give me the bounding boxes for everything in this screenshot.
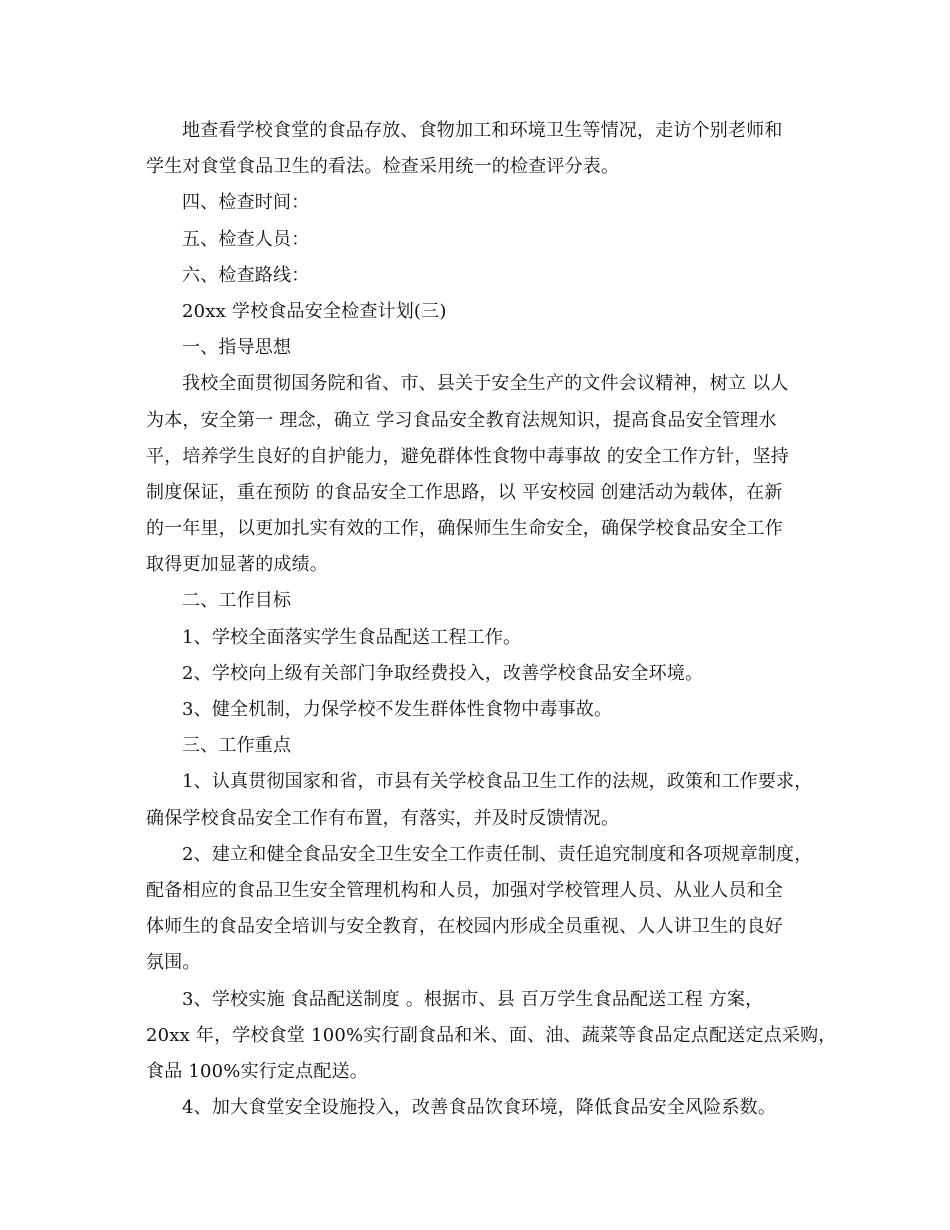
text-line: 4、加大食堂安全设施投入，改善食品饮食环境，降低食品安全风险系数。 [182, 1097, 777, 1119]
text-line: 的一年里，以更加扎实有效的工作，确保师生生命安全，确保学校食品安全工作 [146, 518, 783, 540]
text-line: 配备相应的食品卫生安全管理机构和人员，加强对学校管理人员、从业人员和全 [146, 879, 783, 901]
text-line: 2、建立和健全食品安全卫生安全工作责任制、责任追究制度和各项规章制度， [182, 843, 813, 865]
text-line: 3、健全机制，力保学校不发生群体性食物中毒事故。 [182, 699, 613, 720]
text-line: 一、指导思想 [182, 337, 292, 359]
text-line: 学生对食堂食品卫生的看法。检查采用统一的检查评分表。 [146, 156, 620, 178]
text-line: 确保学校食品安全工作有布置，有落实，并及时反馈情况。 [146, 807, 620, 829]
text-line: 体师生的食品安全培训与安全教育，在校园内形成全员重视、人人讲卫生的良好 [146, 916, 783, 938]
text-line: 氛围。 [146, 952, 201, 974]
text-line: 制度保证，重在预防 的食品安全工作思路，以 平安校园 创建活动为载体，在新 [146, 481, 783, 503]
text-line: 2、学校向上级有关部门争取经费投入，改善学校食品安全环境。 [182, 662, 704, 684]
text-line: 六、检查路线： [182, 264, 310, 286]
text-line: 二、工作目标 [182, 590, 292, 612]
text-line: 1、学校全面落实学生食品配送工程工作。 [182, 626, 522, 648]
text-line: 我校全面贯彻国务院和省、市、县关于安全生产的文件会议精神，树立 以人 [182, 373, 789, 395]
text-line: 20xx 年，学校食堂 100%实行副食品和米、面、油、蔬菜等食品定点配送定点采购， [146, 1024, 837, 1046]
text-line: 四、检查时间： [182, 192, 310, 214]
text-line: 1、认真贯彻国家和省，市县有关学校食品卫生工作的法规，政策和工作要求， [182, 771, 813, 793]
text-line: 五、检查人员： [182, 228, 310, 250]
text-line: 地查看学校食堂的食品存放、食物加工和环境卫生等情况，走访个别老师和 [182, 120, 783, 141]
text-line: 三、工作重点 [182, 735, 292, 757]
text-line: 平，培养学生良好的自护能力，避免群体性食物中毒事故 的安全工作方针，坚持 [146, 445, 789, 467]
text-line: 3、学校实施 食品配送制度 。根据市、县 百万学生食品配送工程 方案， [182, 988, 764, 1010]
text-line: 取得更加显著的成绩。 [146, 554, 328, 576]
text-line: 食品 100%实行定点配送。 [146, 1060, 368, 1082]
document-body [146, 113, 837, 1126]
text-line: 为本，安全第一 理念，确立 学习食品安全教育法规知识，提高食品安全管理水 [146, 409, 777, 431]
text-line: 20xx 学校食品安全检查计划(三) [182, 300, 447, 322]
